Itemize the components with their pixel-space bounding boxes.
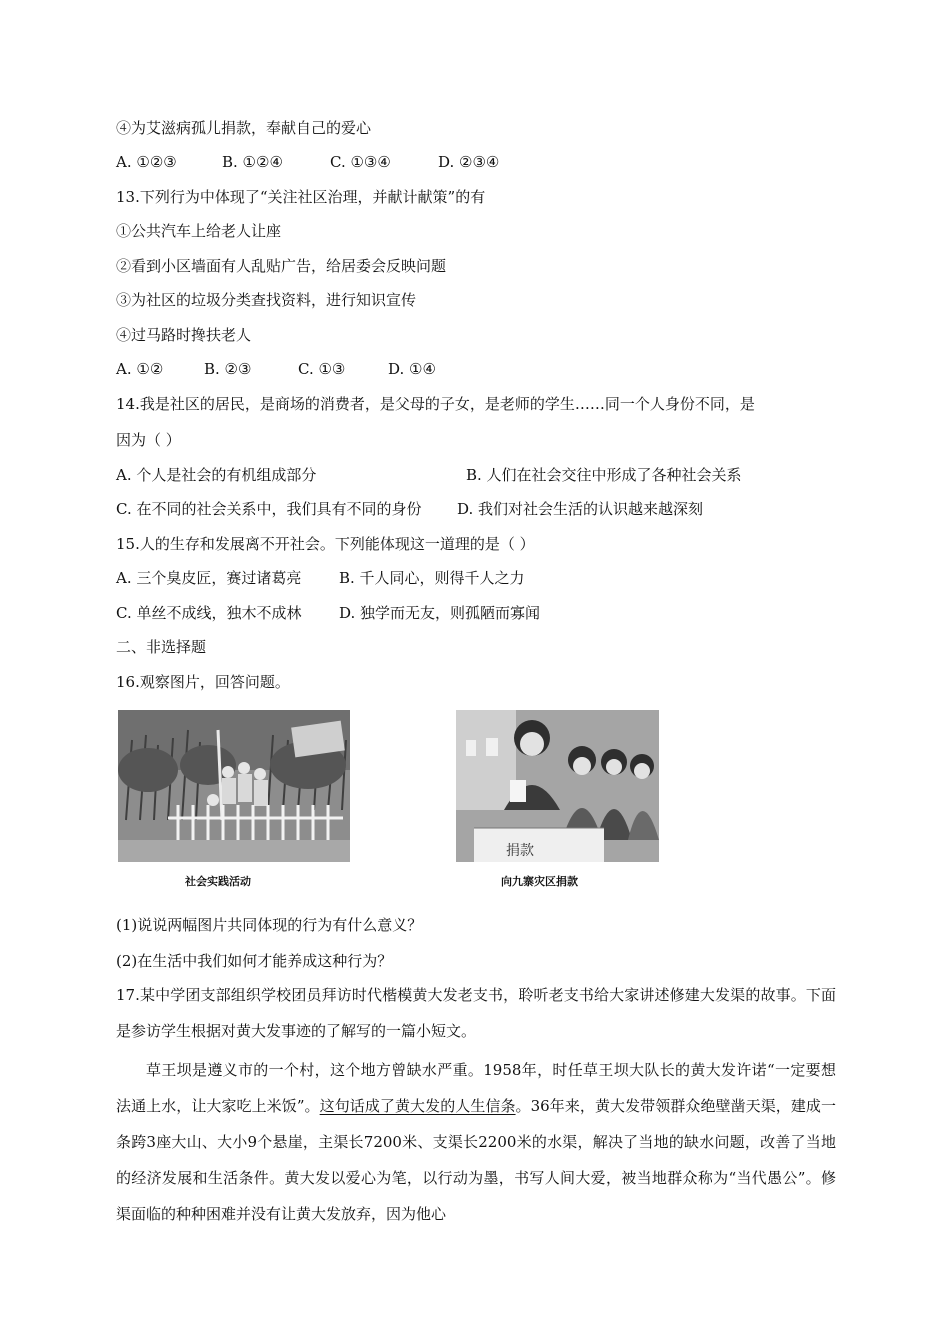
q17-passage (116, 1052, 836, 1232)
q12-option-d: D. ②③④ (438, 153, 500, 171)
q15-stem: 15.人的生存和发展离不开社会。下列能体现这一道理的是（ ） (116, 535, 535, 553)
q15-option-d: D. 独学而无友，则孤陋而寡闻 (339, 604, 541, 622)
caption-donation: 向九寨灾区捐款 (501, 875, 578, 888)
q16-sub-1: (1)说说两幅图片共同体现的行为有什么意义？ (116, 916, 423, 934)
q13-option-d: D. ①④ (388, 360, 436, 378)
q13-option-c: C. ①③ (298, 360, 346, 378)
q13-stem: 13.下列行为中体现了“关注社区治理，并献计献策”的有 (116, 188, 486, 206)
q14-option-a: A. 个人是社会的有机组成部分 (116, 466, 317, 484)
q14-stem-line-2: 因为（ ） (116, 431, 181, 449)
donation-box-label: 捐款 (506, 843, 534, 859)
q15-option-a: A. 三个臭皮匠，赛过诸葛亮 (116, 569, 302, 587)
social-practice-photo (118, 710, 350, 862)
donation-photo (456, 710, 659, 862)
q12-option-a: A. ①②③ (116, 153, 177, 171)
q13-item-4: ④过马路时搀扶老人 (116, 326, 252, 344)
q16-stem: 16.观察图片，回答问题。 (116, 673, 290, 691)
q13-item-1: ①公共汽车上给老人让座 (116, 222, 282, 240)
q15-option-c: C. 单丝不成线，独木不成林 (116, 604, 302, 622)
caption-social-practice: 社会实践活动 (185, 875, 251, 888)
q14-option-b: B. 人们在社会交往中形成了各种社会关系 (466, 466, 742, 484)
q13-item-2: ②看到小区墙面有人乱贴广告，给居委会反映问题 (116, 257, 447, 275)
q17-stem: 17.某中学团支部组织学校团员拜访时代楷模黄大发老支书，聆听老支书给大家讲述修建大发渠的故事。下面是参访学生根据对黄大发事迹的了解写的一篇小短文。 (116, 986, 836, 1040)
q12-item-4: ④为艾滋病孤儿捐款，奉献自己的爱心 (116, 119, 372, 137)
q16-sub-2: (2)在生活中我们如何才能养成这种行为？ (116, 952, 393, 970)
q15-option-b: B. 千人同心，则得千人之力 (339, 569, 525, 587)
q14-stem-line-1: 14.我是社区的居民，是商场的消费者，是父母的子女，是老师的学生……同一个人身份不同，是 (116, 395, 755, 413)
q17-passage-part-2: 。36年来，黄大发带领群众绝壁凿天渠，建成一条跨3座大山、大小9个悬崖，主渠长7200米、支渠长2200米的水渠，解决了当地的缺水问题，改善了当地的经济发展和生活条件。黄大发以爱心为笔，以行动为墨，书写人间大爱，被当地群众称为“当代愚公”。修渠面临的种种困难并没有让黄大发放弃，因为他心 (116, 1097, 837, 1223)
q13-option-a: A. ①② (116, 360, 164, 378)
q12-option-c: C. ①③④ (330, 153, 391, 171)
q17-underlined-sentence: 这句话成了黄大发的人生信条 (319, 1097, 516, 1115)
q14-option-c: C. 在不同的社会关系中，我们具有不同的身份 (116, 500, 422, 518)
q14-option-d: D. 我们对社会生活的认识越来越深刻 (457, 500, 704, 518)
q12-option-b: B. ①②④ (222, 153, 283, 171)
q13-option-b: B. ②③ (204, 360, 252, 378)
q17-passage-part-1: 草王坝是遵义市的一个村，这个地方曾缺水严重。1958年，时任草王坝大队长的黄大发许诺“一定要想法通上水，让大家吃上米饭”。 (116, 1061, 836, 1115)
section-heading: 二、非选择题 (116, 638, 207, 656)
q13-item-3: ③为社区的垃圾分类查找资料，进行知识宣传 (116, 291, 417, 309)
